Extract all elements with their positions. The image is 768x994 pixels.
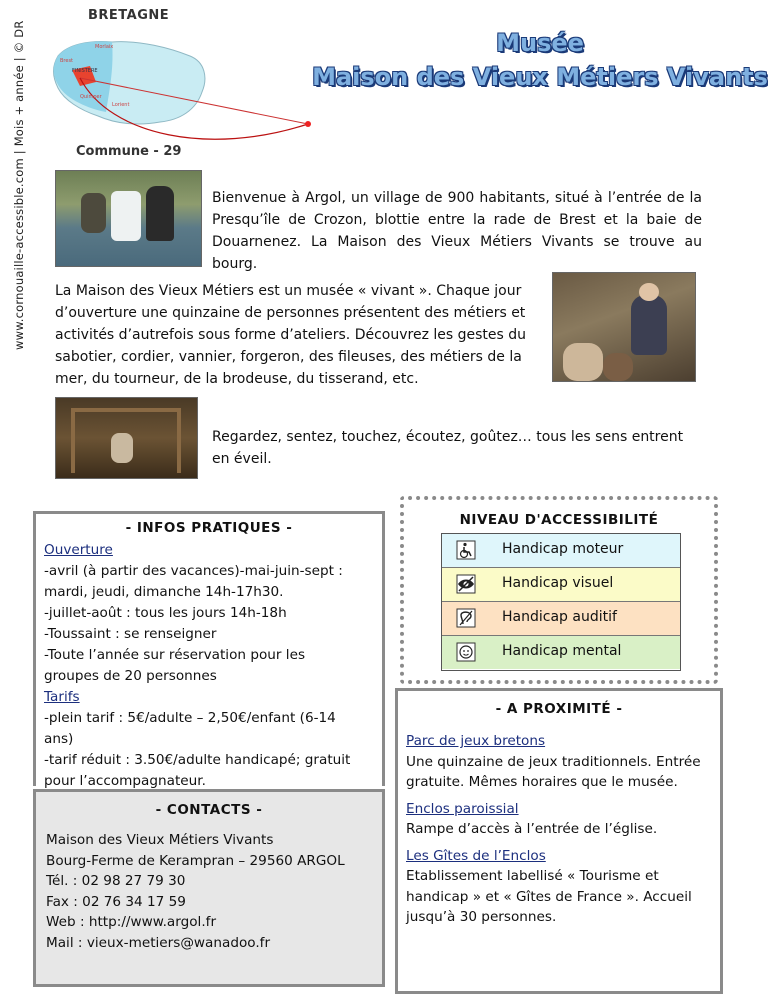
- contact-web[interactable]: Web : http://www.argol.fr: [46, 914, 217, 930]
- tarifs-line: -plein tarif : 5€/adulte – 2,50€/enfant (6-14: [44, 710, 336, 726]
- nearby-item-text: Etablissement labellisé « Tourisme et: [406, 868, 659, 884]
- intro-text: Bienvenue à Argol, un village de 900 habitants, situé à l’entrée de la Presqu’île de Crozon, blottie entre la rade de Brest et la baie de Douarnenez. La Maison des Vieux Métiers Vivants se trouve au bourg.: [212, 190, 702, 272]
- infos-box: [33, 511, 385, 789]
- page-title: [310, 26, 768, 94]
- accessibility-row-moteur: [442, 534, 680, 568]
- map-label-brest: Brest: [60, 58, 74, 64]
- infos-content: [36, 536, 382, 792]
- nearby-item-text: gratuite. Mêmes horaires que le musée.: [406, 774, 678, 790]
- accessibility-row-auditif: [442, 602, 680, 636]
- ouverture-line: groupes de 20 personnes: [44, 668, 217, 684]
- photo-laundry: [55, 170, 202, 267]
- map-label-morlaix: Morlaix: [95, 44, 114, 50]
- nearby-item-text: handicap » et « Gîtes de France ». Accueil: [406, 888, 692, 905]
- nearby-item-gites[interactable]: Les Gîtes de l’Enclos: [406, 847, 546, 864]
- contacts-title: - CONTACTS -: [155, 802, 263, 818]
- ouverture-line: -avril (à partir des vacances)-mai-juin-sept :: [44, 563, 343, 579]
- contact-phone: Tél. : 02 98 27 79 30: [46, 873, 186, 889]
- accessibility-label: Handicap mental: [502, 643, 622, 659]
- ouverture-line: mardi, jeudi, dimanche 14h-17h30.: [44, 584, 284, 600]
- accessibility-label: Handicap moteur: [502, 541, 624, 557]
- contact-mail[interactable]: Mail : vieux-metiers@wanadoo.fr: [46, 934, 271, 951]
- accessibility-title: NIVEAU D'ACCESSIBILITÉ: [459, 512, 659, 528]
- contacts-box: [33, 789, 385, 987]
- photo-presenter: [552, 272, 696, 382]
- ouverture-line: -Toute l’année sur réservation pour les: [44, 647, 306, 663]
- tarifs-line: -tarif réduit : 3.50€/adulte handicapé; gratuit: [44, 752, 351, 768]
- nearby-item-enclos[interactable]: Enclos paroissial: [406, 800, 519, 817]
- accessibility-label: Handicap visuel: [502, 575, 614, 591]
- ouverture-label: Ouverture: [44, 542, 113, 558]
- head-icon: [456, 642, 476, 662]
- map-label-quimper: Quimper: [80, 94, 102, 100]
- ouverture-line: -juillet-août : tous les jours 14h-18h: [44, 605, 287, 621]
- title-line-2: Maison des Vieux Métiers Vivants: [312, 63, 768, 91]
- tarifs-line: pour l’accompagnateur.: [44, 773, 206, 789]
- ouverture-line: -Toussaint : se renseigner: [44, 626, 217, 642]
- nearby-content: [398, 717, 720, 928]
- senses-text: Regardez, sentez, touchez, écoutez, goûtez… tous les sens entrent en éveil.: [212, 429, 684, 467]
- region-label: BRETAGNE: [88, 8, 170, 23]
- title-line-1: Musée: [496, 29, 584, 57]
- accessibility-row-visuel: [442, 568, 680, 602]
- sidebar-credit: www.cornouaille-accessible.com | Mois + année | © DR: [12, 20, 26, 350]
- nearby-title: - A PROXIMITÉ -: [495, 701, 623, 717]
- contact-name: Maison des Vieux Métiers Vivants: [46, 832, 274, 848]
- wheelchair-icon: [456, 540, 476, 560]
- map-label-lorient: Lorient: [112, 102, 130, 108]
- tarifs-line: ans): [44, 731, 74, 747]
- description-text: La Maison des Vieux Métiers est un musée « vivant ». Chaque jour d’ouverture une quinzaine de personnes présentent des métiers et activités d’autrefois sous forme d’ateliers. Découvrez les gestes du sabotier, cordier, vannier, forgeron, des fileuses, des métiers de la mer, du tourneur, de la brodeuse, du tisserand, etc.: [55, 283, 527, 387]
- accessibility-box: [400, 496, 718, 684]
- eye-icon: [456, 574, 476, 594]
- bretagne-map: [50, 26, 315, 156]
- accessibility-row-mental: [442, 636, 680, 669]
- contact-fax: Fax : 02 76 34 17 59: [46, 893, 186, 910]
- photo-loom: [55, 397, 198, 479]
- infos-title: - INFOS PRATIQUES -: [125, 520, 293, 536]
- nearby-box: [395, 688, 723, 994]
- nearby-item-parc[interactable]: Parc de jeux bretons: [406, 733, 546, 749]
- nearby-item-text: Une quinzaine de jeux traditionnels. Entrée: [406, 753, 701, 770]
- accessibility-table: [441, 533, 681, 671]
- ear-icon: [456, 608, 476, 628]
- contacts-content: [36, 818, 382, 953]
- nearby-item-text: Rampe d’accès à l’entrée de l’église.: [406, 821, 658, 837]
- contact-address: Bourg-Ferme de Kerampran – 29560 ARGOL: [46, 852, 345, 869]
- commune-label: Commune - 29: [76, 144, 182, 159]
- nearby-item-text: jusqu’à 30 personnes.: [406, 909, 557, 925]
- accessibility-label: Handicap auditif: [502, 609, 617, 625]
- map-label-finistere: FINISTERE: [72, 68, 98, 74]
- tarifs-label: Tarifs: [44, 689, 80, 705]
